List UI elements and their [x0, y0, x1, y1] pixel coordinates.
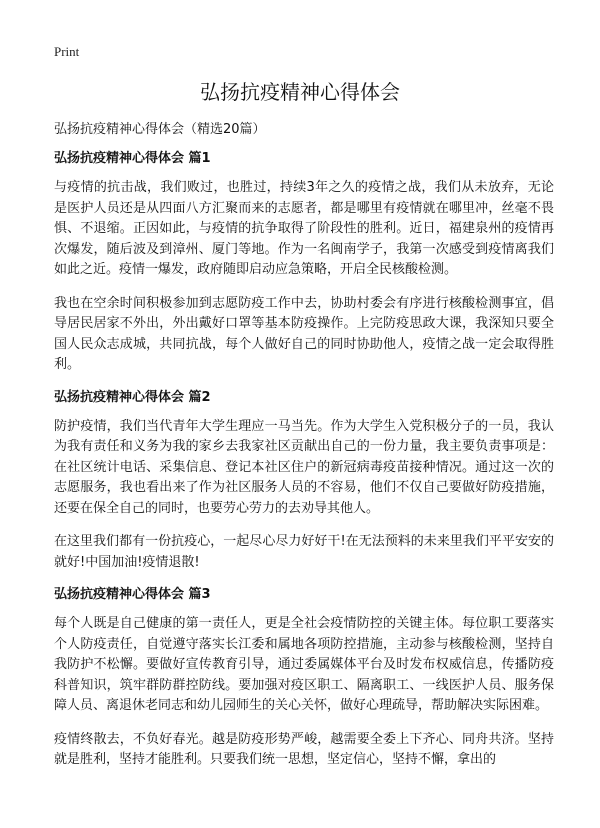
- print-link[interactable]: Print: [54, 44, 80, 59]
- section-2: [54, 389, 554, 574]
- section-1: [54, 150, 554, 376]
- section-heading: 弘扬抗疫精神心得体会 篇1: [54, 151, 211, 166]
- paragraph: 在这里我们都有一份抗疫心，一起尽心尽力好好干!在无法预料的未来里我们平平安安的就好!中国加油!疫情退散!: [54, 534, 554, 570]
- paragraph: 我也在空余时间积极参加到志愿防疫工作中去，协助村委会有序进行核酸检测事宜，倡导居民居家不外出，外出戴好口罩等基本防疫操作。上完防疫思政大课，我深知只要全国人民众志成城，共同抗战，每个人做好自己的同时协助他人，疫情之战一定会取得胜利。: [54, 295, 554, 372]
- paragraph: 与疫情的抗击战，我们败过，也胜过，持续3年之久的疫情之战，我们从未放弃，无论是医护人员还是从四面八方汇聚而来的志愿者，都是哪里有疫情就在哪里冲，丝毫不畏惧、不退缩。正因如此，与疫情的抗争取得了阶段性的胜利。近日，福建泉州的疫情再次爆发，随后波及到漳州、厦门等地。作为一名闽南学子，我第一次感受到疫情离我们如此之近。疫情一爆发，政府随即启动应急策略，开启全民核酸检测。: [54, 180, 554, 277]
- document-content: [54, 150, 554, 784]
- document-title: 弘扬抗疫精神心得体会: [200, 80, 400, 104]
- section-3: [54, 586, 554, 771]
- section-heading: 弘扬抗疫精神心得体会 篇3: [54, 587, 211, 602]
- paragraph: 防护疫情，我们当代青年大学生理应一马当先。作为大学生入党积极分子的一员，我认为我有责任和义务为我的家乡去我家社区贡献出自己的一份力量，我主要负责事项是：在社区统计电话、采集信息、登记本社区住户的新冠病毒疫苗接种情况。通过这一次的志愿服务，我也看出来了作为社区服务人员的不容易，他们不仅自己要做好防疫措施，还要在保全自己的同时，也要劳心劳力的去劝导其他人。: [54, 418, 554, 516]
- paragraph: 疫情终散去，不负好春光。越是防疫形势严峻，越需要全委上下齐心、同舟共济。坚持就是胜利，坚持才能胜利。只要我们统一思想，坚定信心，坚持不懈，拿出的: [54, 731, 554, 767]
- section-heading: 弘扬抗疫精神心得体会 篇2: [54, 389, 211, 405]
- paragraph: 每个人既是自己健康的第一责任人，更是全社会疫情防控的关键主体。每位职工要落实个人防疫责任，自觉遵守落实长江委和属地各项防控措施，主动参与核酸检测，坚持自我防护不松懈。要做好宣传教育引导，通过委属媒体平台及时发布权威信息，传播防疫科普知识，筑牢群防群控防线。要加强对疫区职工、隔离职工、一线医护人员、服务保障人员、离退休老同志和幼儿园师生的关心关怀，做好心理疏导，帮助解决实际困难。: [54, 616, 554, 713]
- document-subtitle: 弘扬抗疫精神心得体会（精选20篇）: [54, 122, 266, 137]
